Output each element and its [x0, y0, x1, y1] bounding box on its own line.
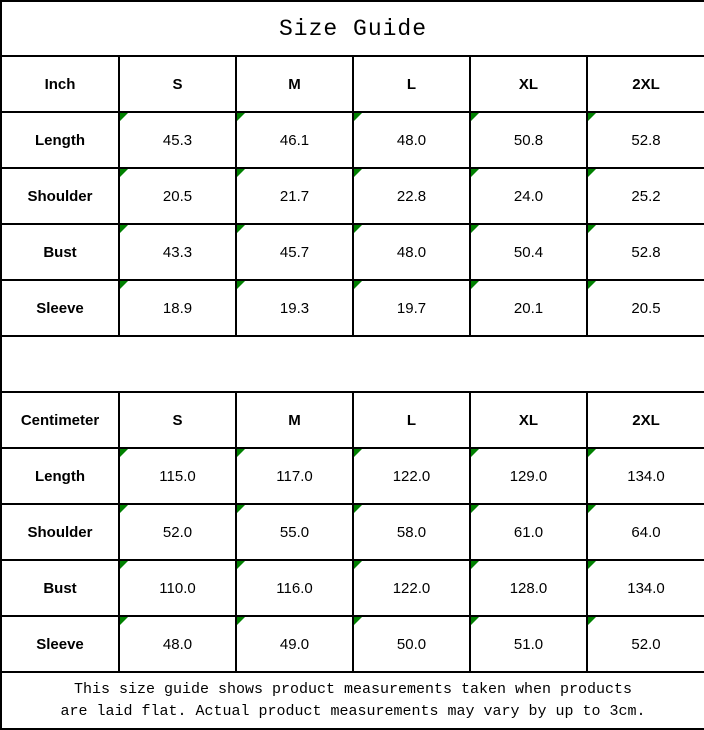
cm-shoulder-row	[1, 504, 704, 560]
inch-size-header-s: S	[119, 56, 236, 112]
measurement-value: 122.0	[392, 467, 431, 485]
measurement-value: 48.0	[396, 243, 427, 261]
cm-size-header-2xl: 2XL	[587, 392, 704, 448]
cell-marker-triangle	[237, 505, 245, 513]
cell-marker-triangle	[237, 561, 245, 569]
measurement-cell	[587, 280, 704, 336]
cell-marker-triangle	[471, 505, 479, 513]
cell-marker-triangle	[354, 617, 362, 625]
inch-unit-header: Inch	[1, 56, 119, 112]
measurement-value: 48.0	[162, 635, 193, 653]
row-label: Bust	[1, 224, 119, 280]
cm-bust-row	[1, 560, 704, 616]
measurement-cell	[587, 168, 704, 224]
measurement-cell	[587, 224, 704, 280]
title-row	[1, 1, 704, 56]
measurement-value: 19.3	[279, 299, 310, 317]
measurement-cell	[353, 560, 470, 616]
cell-marker-triangle	[588, 505, 596, 513]
measurement-cell	[470, 168, 587, 224]
inch-size-header-m: M	[236, 56, 353, 112]
measurement-cell	[119, 616, 236, 672]
measurement-value: 110.0	[159, 579, 196, 597]
inch-sleeve-row	[1, 280, 704, 336]
measurement-cell	[236, 168, 353, 224]
measurement-value: 58.0	[396, 523, 427, 541]
measurement-value: 21.7	[279, 187, 310, 205]
cell-marker-triangle	[354, 281, 362, 289]
measurement-value: 122.0	[392, 579, 431, 597]
footer-note-line2: are laid flat. Actual product measurements may vary by up to 3cm.	[60, 702, 646, 720]
measurement-cell	[236, 560, 353, 616]
cell-marker-triangle	[588, 617, 596, 625]
footer-note-line1: This size guide shows product measurements taken when products	[73, 680, 633, 698]
measurement-value: 116.0	[276, 579, 313, 597]
measurement-cell	[587, 616, 704, 672]
measurement-value: 25.2	[631, 187, 661, 205]
measurement-cell	[119, 168, 236, 224]
measurement-cell	[587, 560, 704, 616]
measurement-value: 61.0	[513, 523, 544, 541]
measurement-value: 117.0	[276, 467, 313, 485]
measurement-value: 43.3	[162, 243, 193, 261]
measurement-value: 64.0	[631, 523, 661, 541]
measurement-cell	[353, 504, 470, 560]
inch-size-header-l: L	[353, 56, 470, 112]
cell-marker-triangle	[471, 617, 479, 625]
cell-marker-triangle	[120, 617, 128, 625]
measurement-value: 128.0	[509, 579, 548, 597]
cell-marker-triangle	[354, 449, 362, 457]
cell-marker-triangle	[588, 281, 596, 289]
cell-marker-triangle	[237, 113, 245, 121]
measurement-cell	[587, 112, 704, 168]
cell-marker-triangle	[237, 449, 245, 457]
measurement-cell	[470, 448, 587, 504]
cell-marker-triangle	[237, 225, 245, 233]
table-spacer-row	[1, 336, 704, 392]
measurement-cell	[470, 560, 587, 616]
cm-size-header-l: L	[353, 392, 470, 448]
measurement-cell	[353, 616, 470, 672]
cm-size-header-s: S	[119, 392, 236, 448]
measurement-value: 20.1	[513, 299, 544, 317]
inch-header-row	[1, 56, 704, 112]
cell-marker-triangle	[471, 449, 479, 457]
measurement-cell	[236, 448, 353, 504]
measurement-cell	[236, 504, 353, 560]
measurement-value: 49.0	[279, 635, 310, 653]
measurement-cell	[236, 224, 353, 280]
cell-marker-triangle	[471, 225, 479, 233]
measurement-cell	[470, 112, 587, 168]
measurement-value: 19.7	[396, 299, 427, 317]
measurement-cell	[119, 224, 236, 280]
cell-marker-triangle	[471, 113, 479, 121]
cm-length-row	[1, 448, 704, 504]
cell-marker-triangle	[120, 113, 128, 121]
inch-shoulder-row	[1, 168, 704, 224]
measurement-value: 134.0	[627, 579, 665, 597]
measurement-value: 115.0	[159, 467, 196, 485]
cell-marker-triangle	[588, 449, 596, 457]
measurement-value: 50.4	[513, 243, 544, 261]
measurement-cell	[119, 112, 236, 168]
page-title: Size Guide	[1, 1, 704, 56]
cell-marker-triangle	[354, 113, 362, 121]
measurement-value: 45.3	[162, 131, 193, 149]
row-label: Length	[1, 112, 119, 168]
cell-marker-triangle	[471, 281, 479, 289]
measurement-cell	[119, 504, 236, 560]
measurement-cell	[236, 280, 353, 336]
measurement-value: 52.8	[631, 243, 661, 261]
measurement-value: 18.9	[162, 299, 193, 317]
measurement-cell	[353, 280, 470, 336]
measurement-value: 22.8	[396, 187, 427, 205]
cell-marker-triangle	[588, 169, 596, 177]
measurement-value: 46.1	[279, 131, 310, 149]
measurement-cell	[587, 504, 704, 560]
measurement-value: 20.5	[162, 187, 193, 205]
cell-marker-triangle	[588, 225, 596, 233]
measurement-cell	[353, 224, 470, 280]
cell-marker-triangle	[471, 169, 479, 177]
cell-marker-triangle	[237, 169, 245, 177]
measurement-value: 45.7	[279, 243, 310, 261]
spacer-cell	[1, 336, 704, 392]
measurement-cell	[119, 448, 236, 504]
measurement-value: 20.5	[631, 299, 661, 317]
cell-marker-triangle	[354, 225, 362, 233]
measurement-value: 50.8	[513, 131, 544, 149]
cell-marker-triangle	[120, 561, 128, 569]
cm-sleeve-row	[1, 616, 704, 672]
cell-marker-triangle	[120, 281, 128, 289]
cell-marker-triangle	[120, 449, 128, 457]
cell-marker-triangle	[588, 561, 596, 569]
measurement-value: 55.0	[279, 523, 310, 541]
measurement-value: 52.0	[631, 635, 661, 653]
cell-marker-triangle	[237, 617, 245, 625]
cm-header-row	[1, 392, 704, 448]
measurement-value: 50.0	[396, 635, 427, 653]
measurement-value: 134.0	[627, 467, 665, 485]
cell-marker-triangle	[354, 169, 362, 177]
cell-marker-triangle	[120, 169, 128, 177]
measurement-cell	[119, 560, 236, 616]
cm-size-header-xl: XL	[470, 392, 587, 448]
cell-marker-triangle	[588, 113, 596, 121]
inch-size-header-2xl: 2XL	[587, 56, 704, 112]
row-label: Sleeve	[1, 616, 119, 672]
row-label: Bust	[1, 560, 119, 616]
measurement-value: 51.0	[513, 635, 544, 653]
row-label: Shoulder	[1, 168, 119, 224]
cm-size-header-m: M	[236, 392, 353, 448]
footer-note	[1, 672, 704, 729]
row-label: Shoulder	[1, 504, 119, 560]
measurement-value: 52.0	[162, 523, 193, 541]
measurement-value: 48.0	[396, 131, 427, 149]
cm-unit-header: Centimeter	[1, 392, 119, 448]
measurement-cell	[587, 448, 704, 504]
row-label: Sleeve	[1, 280, 119, 336]
cell-marker-triangle	[120, 505, 128, 513]
measurement-cell	[353, 448, 470, 504]
measurement-cell	[470, 616, 587, 672]
measurement-cell	[353, 112, 470, 168]
cell-marker-triangle	[354, 505, 362, 513]
measurement-value: 52.8	[631, 131, 661, 149]
inch-size-header-xl: XL	[470, 56, 587, 112]
measurement-cell	[353, 168, 470, 224]
measurement-value: 129.0	[509, 467, 548, 485]
cell-marker-triangle	[120, 225, 128, 233]
footer-row	[1, 672, 704, 729]
cell-marker-triangle	[237, 281, 245, 289]
cell-marker-triangle	[354, 561, 362, 569]
inch-bust-row	[1, 224, 704, 280]
measurement-cell	[119, 280, 236, 336]
measurement-cell	[236, 616, 353, 672]
inch-length-row	[1, 112, 704, 168]
measurement-cell	[470, 504, 587, 560]
measurement-cell	[236, 112, 353, 168]
measurement-cell	[470, 280, 587, 336]
measurement-value: 24.0	[513, 187, 544, 205]
cell-marker-triangle	[471, 561, 479, 569]
row-label: Length	[1, 448, 119, 504]
measurement-cell	[470, 224, 587, 280]
